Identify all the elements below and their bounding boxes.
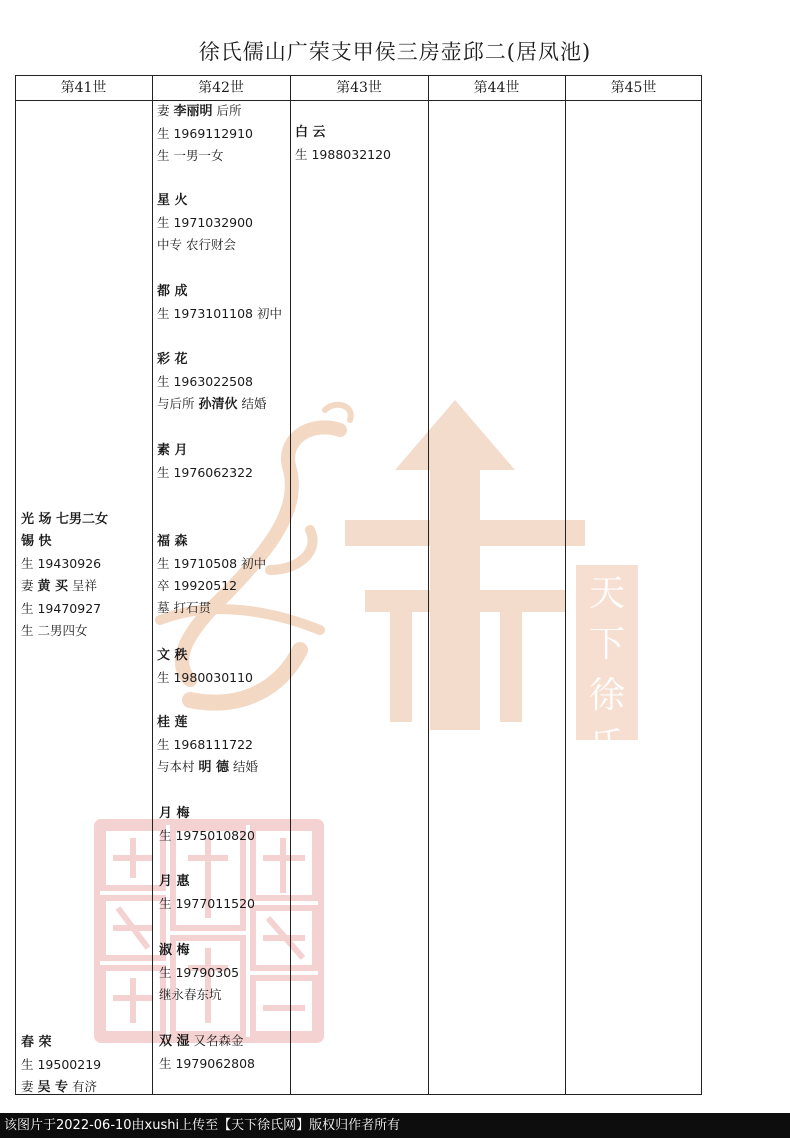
fusen-name: 福 森 [157, 534, 188, 549]
ducheng-name: 都 成 [157, 284, 188, 299]
stamp-char: 徐 [588, 675, 625, 716]
col42-yuemei [159, 803, 255, 847]
col42-ducheng [157, 281, 282, 325]
col42-yuehui [159, 871, 255, 915]
chunrong-wife-name: 吴 专 [37, 1080, 69, 1095]
wife-children: 生 一男一女 [157, 148, 224, 163]
stamp-char: 天 [588, 573, 625, 614]
genealogy-table [15, 75, 702, 1095]
xikuai-wife: 妻 黄 买 呈祥 [21, 578, 98, 594]
col43-baiyun [295, 122, 391, 166]
col42-fusen [157, 531, 266, 619]
fusen-birth: 生 19710508 初中 [157, 556, 267, 571]
caihua-birth: 生 1963022508 [157, 374, 254, 389]
fusen-death: 卒 19920512 [157, 578, 238, 593]
col42-shumei [159, 940, 239, 1006]
header-divider [15, 100, 702, 101]
page-title: 徐氏儒山广荣支甲侯三房壶邱二(居凤池) [198, 40, 592, 64]
guilian-name: 桂 莲 [157, 715, 188, 730]
shuangshi-birth: 生 1979062808 [159, 1056, 256, 1071]
wife-name: 李丽明 [173, 104, 213, 119]
col42-shuangshi [159, 1030, 255, 1075]
col42-suyue [157, 440, 253, 484]
xikuai-wife-name: 黄 买 [37, 579, 69, 594]
col42-xinghuo [157, 190, 253, 256]
xikuai-children: 生 二男四女 [21, 623, 88, 638]
wenzhi-name: 文 秩 [157, 648, 188, 663]
xikuai-birth: 生 19430926 [21, 556, 102, 571]
column-header-43: 第43世 [336, 80, 382, 96]
column-header-42: 第42世 [198, 80, 244, 96]
wenzhi-birth: 生 1980030110 [157, 670, 254, 685]
ducheng-birth: 生 1973101108 初中 [157, 306, 282, 321]
shumei-birth: 生 19790305 [159, 965, 240, 980]
stamp-char: 下 [588, 624, 625, 665]
chunrong-name: 春 荣 [21, 1035, 52, 1050]
stamp-char: 氏 [588, 726, 625, 767]
column-divider [565, 75, 566, 1095]
guilian-spouse-name: 明 德 [198, 760, 230, 775]
col42-guilian [157, 712, 258, 779]
shumei-name: 淑 梅 [159, 943, 190, 958]
column-header-41: 第41世 [60, 80, 107, 96]
chunrong-birth: 生 19500219 [21, 1057, 102, 1072]
yuehui-name: 月 惠 [159, 874, 190, 889]
guangchang-entry: 光 场 七男二女 [21, 512, 109, 527]
guilian-birth: 生 1968111722 [157, 737, 254, 752]
baiyun-birth: 生 1988032120 [295, 147, 392, 162]
suyue-birth: 生 1976062322 [157, 465, 254, 480]
xinghuo-birth: 生 1971032900 [157, 215, 254, 230]
caihua-name: 彩 花 [157, 352, 188, 367]
col41-chunrong [21, 1032, 101, 1099]
xikuai-wife-birth: 生 19470927 [21, 601, 102, 616]
xinghuo-note: 中专 农行财会 [157, 237, 236, 252]
suyue-name: 素 月 [157, 443, 188, 458]
column-divider [428, 75, 429, 1095]
yuemei-name: 月 梅 [159, 806, 190, 821]
caihua-marriage: 与后所 孙清伙 结婚 [157, 396, 267, 412]
col42-wenzhi [157, 645, 253, 689]
yuehui-birth: 生 1977011520 [159, 896, 256, 911]
chunrong-wife: 妻 吴 专 有济 [21, 1079, 98, 1095]
column-divider [152, 75, 153, 1095]
xinghuo-name: 星 火 [157, 193, 188, 208]
wife-birth: 生 1969112910 [157, 126, 254, 141]
col42-caihua [157, 349, 267, 416]
col41-entries [21, 509, 108, 642]
column-header-45: 第45世 [610, 80, 657, 96]
copyright-footer: 该图片于2022-06-10由xushi上传至【天下徐氏网】版权归作者所有 [0, 1113, 790, 1138]
guilian-marriage: 与本村 明 德 结婚 [157, 759, 259, 775]
xikuai-name: 锡 快 [21, 534, 52, 549]
fusen-tomb: 墓 打石贯 [157, 600, 211, 615]
shumei-note: 继永春东坑 [159, 987, 222, 1002]
yuemei-birth: 生 1975010820 [159, 828, 256, 843]
caihua-spouse-name: 孙清伙 [198, 397, 238, 412]
column-divider [290, 75, 291, 1095]
wife-entry: 妻 李丽明 后所 [157, 103, 242, 119]
shuangshi-name: 双 湿 [159, 1034, 190, 1049]
baiyun-name: 白 云 [295, 125, 326, 140]
col42-wife-block [157, 100, 253, 167]
shuangshi-header: 双 湿 又名森金 [159, 1033, 244, 1049]
column-header-44: 第44世 [473, 80, 520, 96]
